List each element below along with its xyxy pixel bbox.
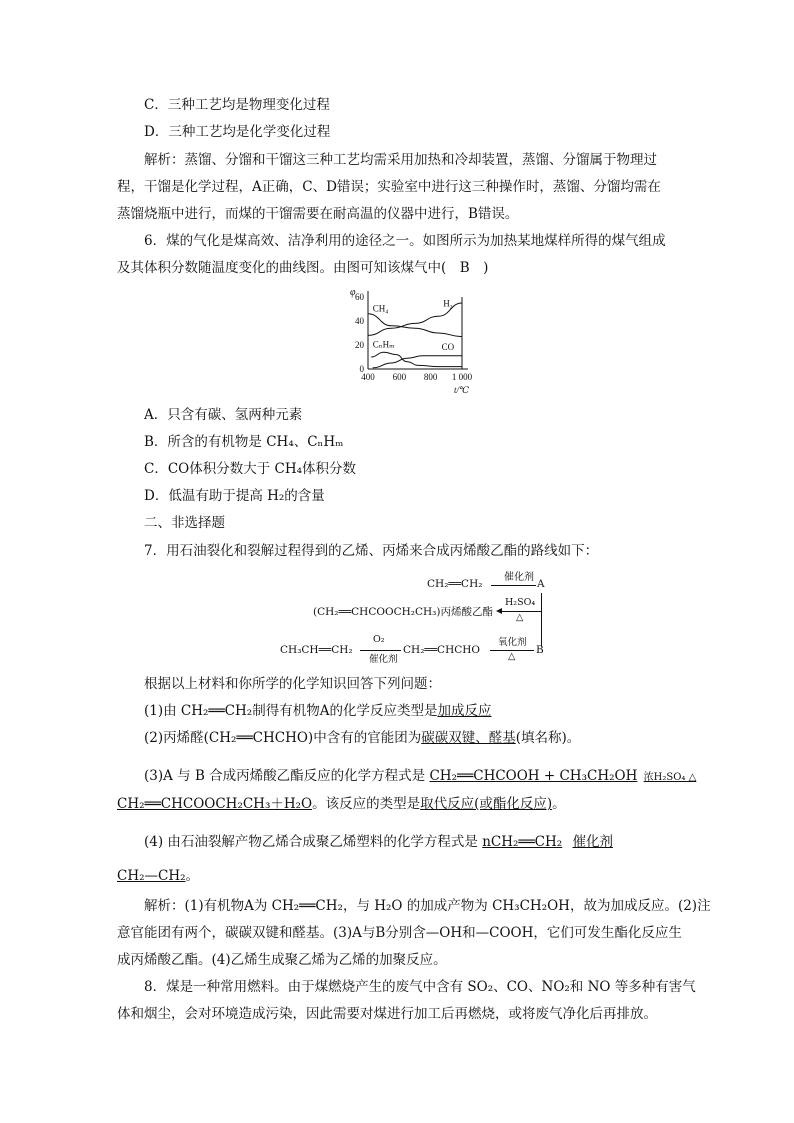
explanation-q5-line1: 解析：蒸馏、分馏和干馏这三种工艺均需采用加热和冷却装置，蒸馏、分馏属于物理过	[144, 152, 657, 168]
series-line	[373, 356, 462, 368]
question-7-part2	[144, 728, 580, 748]
q7-4-condition: 催化剂	[572, 834, 613, 850]
h2so4-label: H₂SO₄	[505, 597, 536, 608]
q7-3-condition: 浓H₂SO₄ △	[643, 772, 697, 783]
question-6-line2: 及其体积分数随温度变化的曲线图。由图可知该煤气中( B )	[117, 260, 489, 276]
cat-label-top: 催化剂	[504, 572, 534, 583]
q7-4-equation-rhs: CH₂—CH₂	[117, 868, 186, 884]
y-tick-label: 40	[355, 316, 364, 326]
y-axis-label: φ	[350, 287, 356, 298]
question-6-line1: 6．煤的气化是煤高效、洁净利用的途径之一。如图所示为加热某地煤样所得的煤气组成	[144, 233, 666, 249]
option-c-q6: C．CO体积分数大于 CH₄体积分数	[144, 461, 357, 477]
arrow-to-a	[491, 585, 536, 586]
q7-3-equation-rhs: CH₂══CHCOOCH₂CH₃＋H₂O	[117, 796, 313, 812]
q7-4-prompt: (4) 由石油裂解产物乙烯合成聚乙烯塑料的化学方程式是	[144, 834, 478, 850]
y-tick-label: 60	[355, 292, 364, 302]
ester-label: (CH₂══CHCOOCH₂CH₃)丙烯酸乙酯	[313, 606, 493, 618]
question-7-part1	[144, 701, 491, 721]
q7-3-mid: 。该反应的类型是	[312, 796, 421, 812]
gas-composition-chart	[336, 285, 496, 397]
q7-2-suffix: (填名称)。	[515, 730, 581, 746]
synthesis-scheme	[280, 568, 550, 665]
option-d-q5: D．三种工艺均是化学变化过程	[144, 124, 331, 140]
series-line	[368, 314, 462, 337]
q7-4-equation-lhs: nCH₂══CH₂	[482, 834, 563, 850]
y-tick-label: 20	[355, 340, 364, 350]
option-c-q5: C．三种工艺均是物理变化过程	[144, 97, 330, 113]
q7-1-answer: 加成反应	[437, 703, 492, 719]
propene-label: CH₃CH══CH₂	[280, 644, 353, 656]
y-tick-label: 0	[359, 364, 364, 374]
explanation-q7-line2: 意官能团有两个，碳碳双键和醛基。(3)A与B分别含—OH和—COOH，它们可发生酯化反应生	[117, 925, 682, 941]
series-label: CH₄	[372, 303, 389, 314]
q7-2-prompt: (2)丙烯醛(CH₂══CHCHO)中含有的官能团为	[144, 730, 422, 746]
product-b: B	[536, 644, 544, 656]
option-b-q6: B．所含的有机物是 CH₄、CₙHₘ	[144, 434, 344, 450]
q7-1-prompt: (1)由 CH₂══CH₂制得有机物A的化学反应类型是	[144, 703, 438, 719]
x-tick-label: 800	[423, 372, 438, 382]
x-tick-label: 1 000	[451, 372, 473, 382]
product-a: A	[537, 578, 545, 590]
question-7-part4	[144, 832, 613, 852]
connector-a-b	[541, 593, 542, 646]
question-7-part4-cont	[117, 866, 199, 886]
question-7-stem: 7．用石油裂化和裂解过程得到的乙烯、丙烯来合成丙烯酸乙酯的路线如下：	[144, 543, 599, 559]
heat-label-1: △	[516, 612, 524, 623]
q7-2-answer: 碳碳双键、醛基	[421, 730, 516, 746]
q7-4-end: 。	[185, 868, 200, 884]
series-label: H₂	[443, 298, 453, 309]
heat-label-2: △	[508, 651, 516, 662]
explanation-q7-line1: 解析：(1)有机物A为 CH₂══CH₂，与 H₂O 的加成产物为 CH₃CH₂OH，故为加成反应。(2)注	[144, 898, 711, 914]
x-tick-label: 400	[361, 372, 375, 382]
x-axis-label: t/℃	[454, 385, 470, 395]
cat-label-bottom: 催化剂	[369, 654, 398, 665]
explanation-q5-line3: 蒸馏烧瓶中进行，而煤的干馏需要在耐高温的仪器中进行，B错误。	[117, 206, 519, 222]
question-8-line1: 8．煤是一种常用燃料。由于煤燃烧产生的废气中含有 SO₂、CO、NO₂和 NO 等多种有害气	[144, 979, 696, 995]
section-heading: 二、非选择题	[144, 515, 225, 531]
question-7-part3	[144, 766, 696, 788]
o2-label: O₂	[373, 634, 385, 645]
q7-3-end: 。	[552, 796, 566, 812]
q7-3-answer: 取代反应(或酯化反应)	[420, 796, 553, 812]
series-label: CₙHₘ	[372, 339, 395, 350]
x-tick-label: 600	[392, 372, 407, 382]
question-8-line2: 体和烟尘，会对环境造成污染，因此需要对煤进行加工后再燃烧，或将废气净化后再排放。	[117, 1006, 657, 1022]
question-7-part3-cont	[117, 794, 566, 814]
explanation-q5-line2: 程，干馏是化学过程，A正确，C、D错误；实验室中进行这三种操作时，蒸馏、分馏均需在	[117, 179, 661, 195]
arrowhead-ester	[496, 608, 502, 614]
oxidant-label: 氧化剂	[498, 637, 527, 648]
question-7-intro: 根据以上材料和你所学的化学知识回答下列问题：	[144, 676, 441, 692]
ethylene-label: CH₂══CH₂	[427, 578, 483, 590]
q7-3-prompt: (3)A 与 B 合成丙烯酸乙酯反应的化学方程式是	[144, 768, 426, 784]
series-label: CO	[441, 341, 455, 352]
option-d-q6: D．低温有助于提高 H₂的含量	[144, 488, 325, 504]
explanation-q7-line3: 成丙烯酸乙酯。(4)乙烯生成聚乙烯为乙烯的加聚反应。	[117, 952, 447, 968]
acrolein-label: CH₂══CHCHO	[403, 644, 481, 656]
option-a-q6: A．只含有碳、氢两种元素	[144, 407, 303, 423]
q7-3-equation-lhs: CH₂══CHCOOH + CH₃CH₂OH	[429, 768, 638, 784]
